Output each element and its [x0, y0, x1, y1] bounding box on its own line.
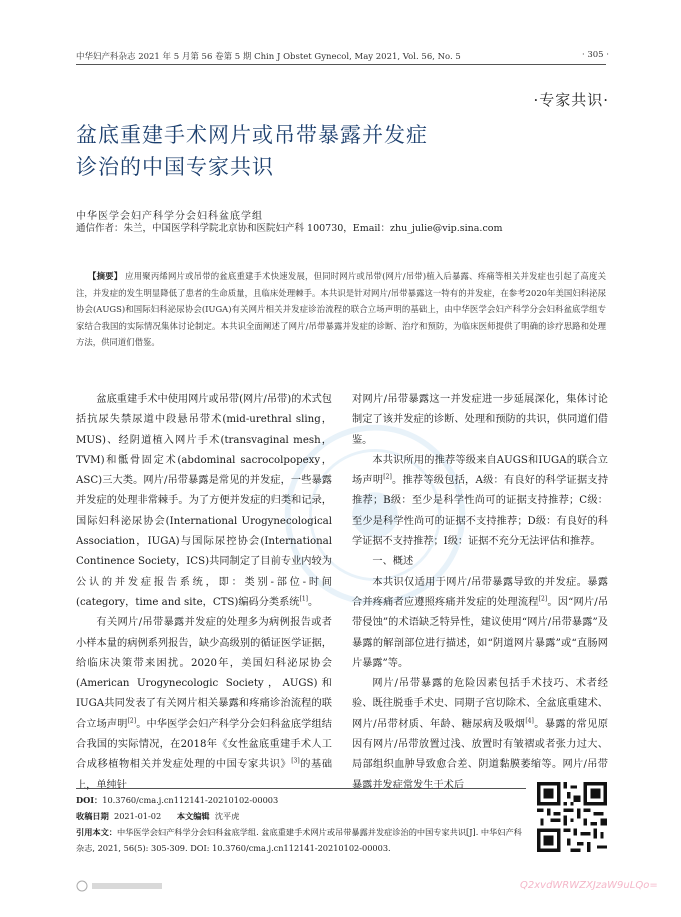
citation-ref[interactable]: [4] — [525, 717, 534, 725]
citation-ref[interactable]: [3] — [291, 757, 300, 765]
citation-line: 引用本文：中华医学会妇产科学分会妇科盆底学组. 盆底重建手术网片或吊带暴露并发症诊治的中国专家共识[J]. 中华妇产科杂志, 2021, 56(5): 305-309. DOI: 10.3760/cma.j.cn112141-20210102-00003. — [76, 827, 522, 853]
publisher-logo-icon — [76, 880, 196, 892]
doi-link[interactable]: 10.3760/cma.j.cn112141-20210102-00003 — [102, 795, 279, 805]
citation-ref[interactable]: [2] — [383, 473, 392, 481]
article-title — [76, 119, 576, 183]
paragraph: 盆底重建手术中使用网片或吊带(网片/吊带)的术式包括抗尿失禁尿道中段悬吊带术(mid-urethral sling，MUS)、经阴道植入网片手术(transvaginal mesh，TVM)和骶骨固定术(abdominal sacrocolpopexy，ASC)三大类。网片/吊带暴露是常见的并发症，一些暴露并发症的处理非常棘手。为了方便并发症的归类和记录，国际妇科泌尿协会(International Urogynecological Association，IUGA)与国际尿控协会(International Continence Society，ICS)共同制定了目前专业内较为公认的并发症报告系统，即：类别-部位-时间(category，time and site，CTS)编码分类系统[1]。 — [76, 394, 332, 608]
article-footer — [76, 792, 526, 856]
paragraph: 本共识所用的推荐等级来自AUGS和IUGA的联合立场声明[2]。推荐等级包括，A级：有良好的科学证据支持推荐；B级：至少是科学性尚可的证据支持推荐；C级：至少是科学性尚可的证据不支持推荐；D级：有良好的科学证据不支持推荐；I级：证据不充分无法评估和推荐。 — [352, 454, 609, 548]
citation-ref[interactable]: [2] — [127, 717, 137, 725]
abstract-text: 应用聚丙烯网片或吊带的盆底重建手术快速发展，但同时网片或吊带(网片/吊带)植入后暴露、疼痛等相关并发症也引起了高度关注，并发症的发生明显降低了患者的生命质量，且临床处理棘手。本共识是针对网片/吊带暴露这一特有的并发症，在参考2020年美国妇科泌尿协会(AUGS)和国际妇科泌尿协会(IUGA)有关网片相关并发症诊治流程的联合立场声明的基础上，由中华医学会妇产科学分会妇科盆底学组专家结合我国的实际情况集体讨论制定。本共识全面阐述了网片/吊带暴露并发症的诊断、治疗和预防，为临床医师提供了明确的诊疗思路和处理方法，供同道们借鉴。 — [76, 271, 606, 347]
abstract — [76, 268, 606, 351]
paragraph: 对网片/吊带暴露这一并发症进一步延展深化，集体讨论制定了该并发症的诊断、处理和预防的共识，供同道们借鉴。 — [352, 394, 608, 446]
section-heading: 一、概述 — [372, 556, 414, 568]
watermark-text: Q2xvdWRWZXJzaW9uLQo= — [520, 880, 658, 891]
citation-ref[interactable]: [1] — [299, 595, 308, 603]
body-column-left — [76, 390, 332, 796]
running-head: 中华妇产科杂志 2021 年 5 月第 56 卷第 5 期 Chin J Obstet Gynecol, May 2021, Vol. 56, No. 5 — [76, 52, 461, 62]
authors: 中华医学会妇产科学分会妇科盆底学组 — [76, 211, 263, 222]
correspondence: 通信作者：朱兰，中国医学科学院北京协和医院妇产科 100730，Email：zhu_julie@vip.sina.com — [76, 223, 503, 234]
abstract-label: 【摘要】 — [88, 271, 123, 281]
qr-code-icon[interactable] — [537, 782, 607, 852]
paragraph: 网片/吊带暴露的危险因素包括手术技巧、术者经验、既往脱垂手术史、同期子宫切除术、全盆底重建术、网片/吊带材质、年龄、糖尿病及吸烟[4]。暴露的常见原因有网片/吊带放置过浅、放置时有皱褶或者张力过大、局部组织血肿导致愈合差、阴道黏膜萎缩等。网片/吊带暴露并发症常发生于术后 — [352, 678, 608, 791]
title-line-1: 盆底重建手术网片或吊带暴露并发症 — [76, 123, 428, 147]
page-number: · 305 · — [581, 50, 609, 60]
body-column-right — [352, 390, 608, 796]
doi-line: DOI：10.3760/cma.j.cn112141-20210102-00003 — [76, 795, 279, 805]
citation-ref[interactable]: [2] — [538, 595, 548, 603]
paragraph: 本共识仅适用于网片/吊带暴露导致的并发症。暴露合并疼痛者应遵照疼痛并发症的处理流程[2]。因“网片/吊带侵蚀”的术语缺乏特异性，建议使用“网片/吊带暴露”及暴露的解剖部位进行描述，如“阴道网片暴露”或“直肠网片暴露”等。 — [352, 576, 609, 669]
section-label: ·专家共识· — [533, 91, 609, 109]
header-rule — [76, 64, 606, 65]
paragraph: 有关网片/吊带暴露并发症的处理多为病例报告或者小样本量的病例系列报告，缺少高级别的循证医学证据，给临床决策带来困扰。2020年，美国妇科泌尿协会(American Urogynecologic Society，AUGS)和IUGA共同发表了有关网片相关暴露和疼痛诊治流程的联合立场声明[2]。中华医学会妇产科学分会妇科盆底学组结合我国的实际情况，在2018年《女性盆底重建手术人工合成移植物相关并发症处理的中国专家共识》[3]的基础上，单纯针 — [76, 617, 333, 791]
footer-rule — [76, 788, 526, 789]
title-line-2: 诊治的中国专家共识 — [76, 155, 274, 179]
dates-line: 收稿日期 2021-01-02 本文编辑 沈平虎 — [76, 811, 240, 821]
